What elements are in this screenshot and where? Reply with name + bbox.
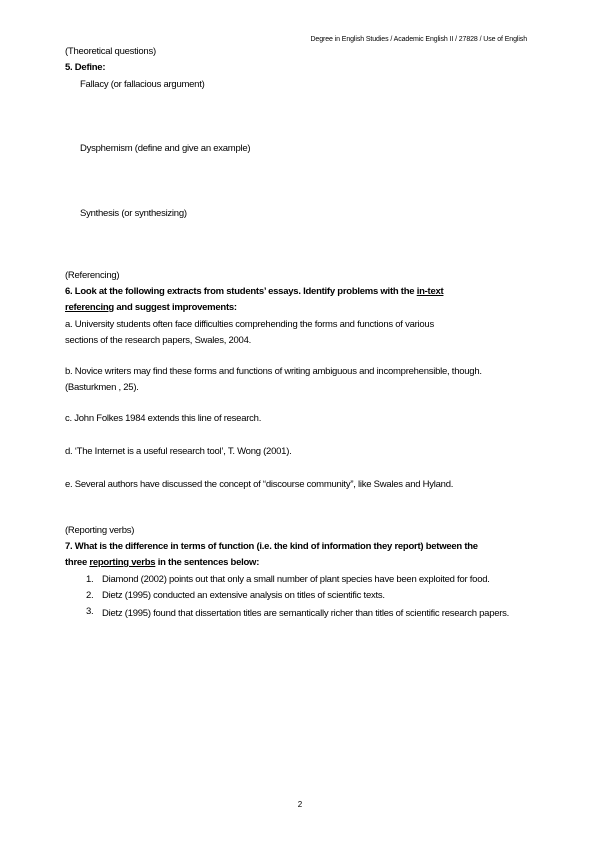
list-item: Dietz (1995) conducted an extensive analysis on titles of scientific texts. [102, 590, 385, 601]
section-7-title-line2: three reporting verbs in the sentences below: [65, 557, 260, 568]
section-7-title-line1: 7. What is the difference in terms of function (i.e. the kind of information they report) between the [65, 541, 478, 552]
section-7-category: (Reporting verbs) [65, 525, 135, 536]
extract-b-line1: b. Novice writers may find these forms and functions of writing ambiguous and incomprehensible, though. [65, 366, 482, 377]
section-6-category: (Referencing) [65, 270, 120, 281]
list-item: Dietz (1995) found that dissertation titles are semantically richer than titles of scientific research papers. [102, 608, 510, 619]
define-item-dysphemism: Dysphemism (define and give an example) [80, 143, 251, 154]
section-5-title: 5. Define: [65, 62, 106, 73]
extract-b-line2: (Basturkmen , 25). [65, 382, 139, 393]
extract-c: c. John Folkes 1984 extends this line of research. [65, 413, 262, 424]
section-6-title-line1: 6. Look at the following extracts from students’ essays. Identify problems with the in-text [65, 286, 444, 297]
list-item: Diamond (2002) points out that only a small number of plant species have been exploited for food. [102, 574, 490, 585]
extract-a-line1: a. University students often face difficulties comprehending the forms and functions of various [65, 319, 434, 330]
define-item-synthesis: Synthesis (or synthesizing) [80, 208, 187, 219]
extract-e: e. Several authors have discussed the concept of “discourse community”, like Swales and Hyland. [65, 479, 454, 490]
running-header: Degree in English Studies / Academic English II / 27828 / Use of English [310, 36, 527, 43]
section-5-category: (Theoretical questions) [65, 46, 156, 57]
extract-d: d. ‘The Internet is a useful research tool’, T. Wong (2001). [65, 446, 292, 457]
list-item-number: 1. [86, 574, 94, 585]
list-item-number: 2. [86, 590, 94, 601]
extract-a-line2: sections of the research papers, Swales, 2004. [65, 335, 252, 346]
page-number: 2 [297, 800, 303, 809]
list-item-number: 3. [86, 606, 94, 617]
define-item-fallacy: Fallacy (or fallacious argument) [80, 79, 205, 90]
section-6-title-line2: referencing and suggest improvements: [65, 302, 237, 313]
